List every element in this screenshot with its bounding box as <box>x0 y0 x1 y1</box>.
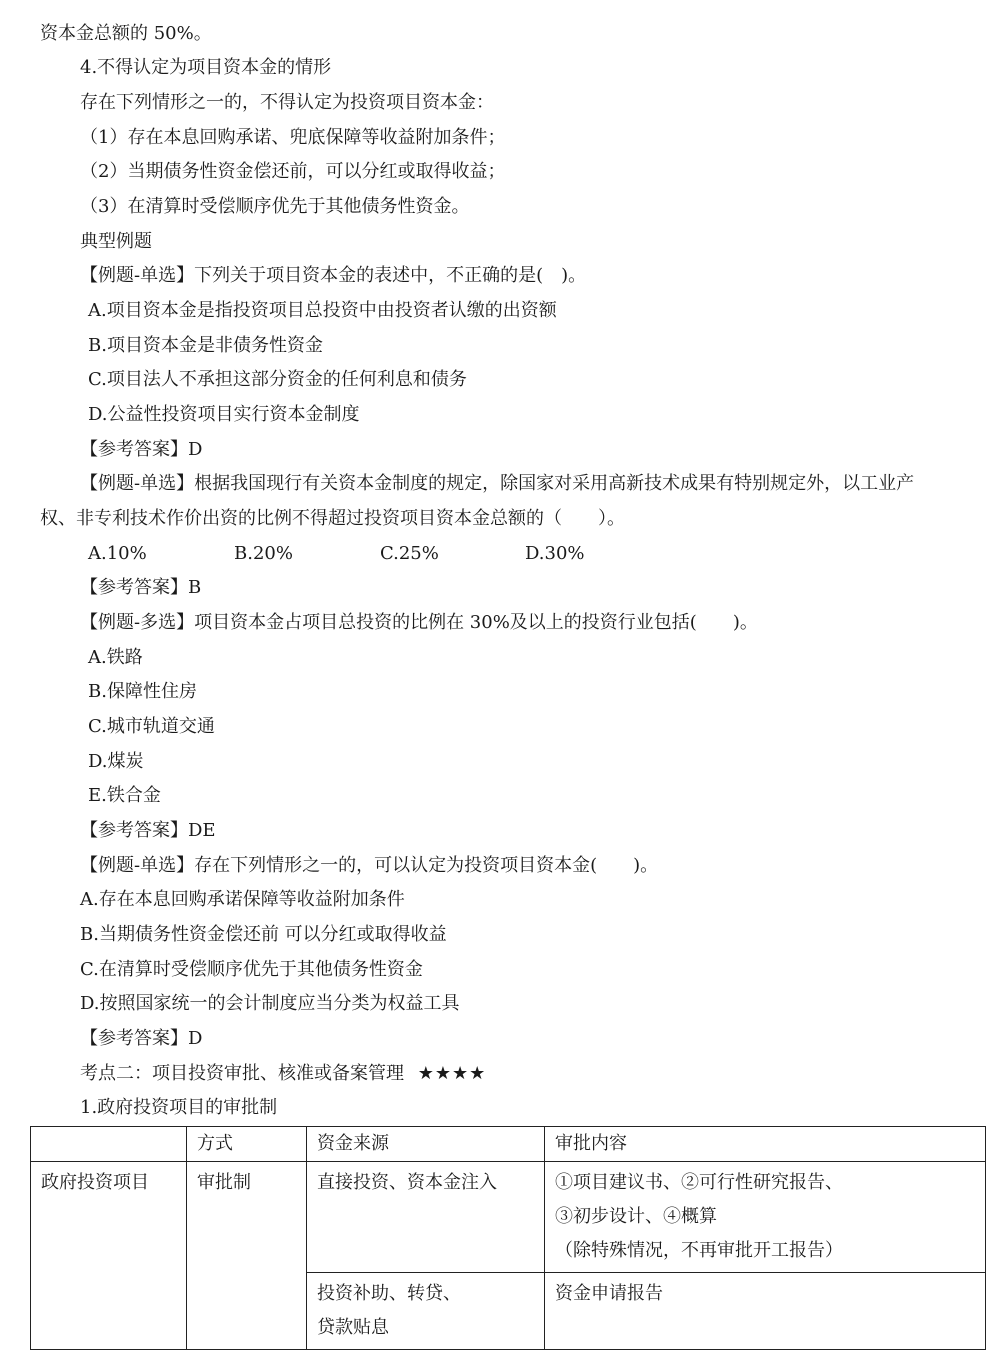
option-a: A.项目资本金是指投资项目总投资中由投资者认缴的出资额 <box>88 300 557 321</box>
table-cell-fund-source <box>307 1273 545 1350</box>
option-d: D.公益性投资项目实行资本金制度 <box>88 404 360 425</box>
option-c: C.25% <box>380 543 439 564</box>
question-stem: 【例题-单选】下列关于项目资本金的表述中，不正确的是( )。 <box>80 265 587 286</box>
answer: 【参考答案】B <box>80 577 202 598</box>
answer: 【参考答案】DE <box>80 820 216 841</box>
table-header-cell: 方式 <box>187 1127 307 1162</box>
table-header-row <box>31 1127 986 1162</box>
table-header-cell: 资金来源 <box>307 1127 545 1162</box>
option-b: B.保障性住房 <box>88 681 197 702</box>
table-cell-method: 审批制 <box>187 1162 307 1350</box>
section-subtitle: 1.政府投资项目的审批制 <box>80 1097 278 1118</box>
approval-table <box>30 1126 986 1350</box>
option-d: D.30% <box>525 543 585 564</box>
table-row <box>31 1162 986 1273</box>
section-label: 典型例题 <box>80 231 152 252</box>
table-header-cell <box>31 1127 187 1162</box>
fund-source-line: 投资补助、转贷、 <box>317 1283 461 1304</box>
list-item: （2）当期债务性资金偿还前，可以分红或取得收益； <box>80 161 506 182</box>
table-cell-approval-content <box>545 1162 986 1273</box>
option-c: C.城市轨道交通 <box>88 716 215 737</box>
approval-content-line: ①项目建议书、②可行性研究报告、 <box>555 1172 843 1193</box>
question-stem: 【例题-多选】项目资本金占项目总投资的比例在 30%及以上的投资行业包括( )。 <box>80 612 758 633</box>
section-title <box>80 1062 486 1086</box>
table-header-cell: 审批内容 <box>545 1127 986 1162</box>
section-title-text: 考点二：项目投资审批、核准或备案管理 <box>80 1063 404 1084</box>
answer: 【参考答案】D <box>80 1028 203 1049</box>
question-stem: 【例题-单选】存在下列情形之一的，可以认定为投资项目资本金( )。 <box>80 855 659 876</box>
star-rating-icon: ★★★★ <box>417 1063 487 1084</box>
option-a: A.10% <box>88 543 147 564</box>
list-item: （3）在清算时受偿顺序优先于其他债务性资金。 <box>80 196 470 217</box>
list-item: （1）存在本息回购承诺、兜底保障等收益附加条件； <box>80 127 506 148</box>
option-d: D.按照国家统一的会计制度应当分类为权益工具 <box>80 993 460 1014</box>
option-b: B.20% <box>234 543 293 564</box>
question-stem: 【例题-单选】根据我国现行有关资本金制度的规定，除国家对采用高新技术成果有特别规定外，以工业产 <box>80 473 915 494</box>
text-line: 存在下列情形之一的，不得认定为投资项目资本金： <box>80 92 494 113</box>
option-d: D.煤炭 <box>88 751 144 772</box>
fund-source-line: 贷款贴息 <box>317 1317 389 1338</box>
option-b: B.当期债务性资金偿还前 可以分红或取得收益 <box>80 924 447 945</box>
option-e: E.铁合金 <box>88 785 161 806</box>
question-stem-cont: 权、非专利技术作价出资的比例不得超过投资项目资本金总额的（ ）。 <box>40 508 625 529</box>
text-line: 资本金总额的 50%。 <box>40 23 212 44</box>
option-a: A.存在本息回购承诺保障等收益附加条件 <box>80 889 405 910</box>
option-c: C.项目法人不承担这部分资金的任何利息和债务 <box>88 369 467 390</box>
option-b: B.项目资本金是非债务性资金 <box>88 335 323 356</box>
table-cell-approval-content: 资金申请报告 <box>545 1273 986 1350</box>
heading-item-4: 4.不得认定为项目资本金的情形 <box>80 57 332 78</box>
answer: 【参考答案】D <box>80 439 203 460</box>
option-c: C.在清算时受偿顺序优先于其他债务性资金 <box>80 959 423 980</box>
approval-content-line: ③初步设计、④概算 <box>555 1206 717 1227</box>
option-a: A.铁路 <box>88 647 143 668</box>
table-cell-fund-source: 直接投资、资本金注入 <box>307 1162 545 1273</box>
approval-content-line: （除特殊情况，不再审批开工报告） <box>555 1240 843 1261</box>
table-cell-project-type: 政府投资项目 <box>31 1162 187 1350</box>
